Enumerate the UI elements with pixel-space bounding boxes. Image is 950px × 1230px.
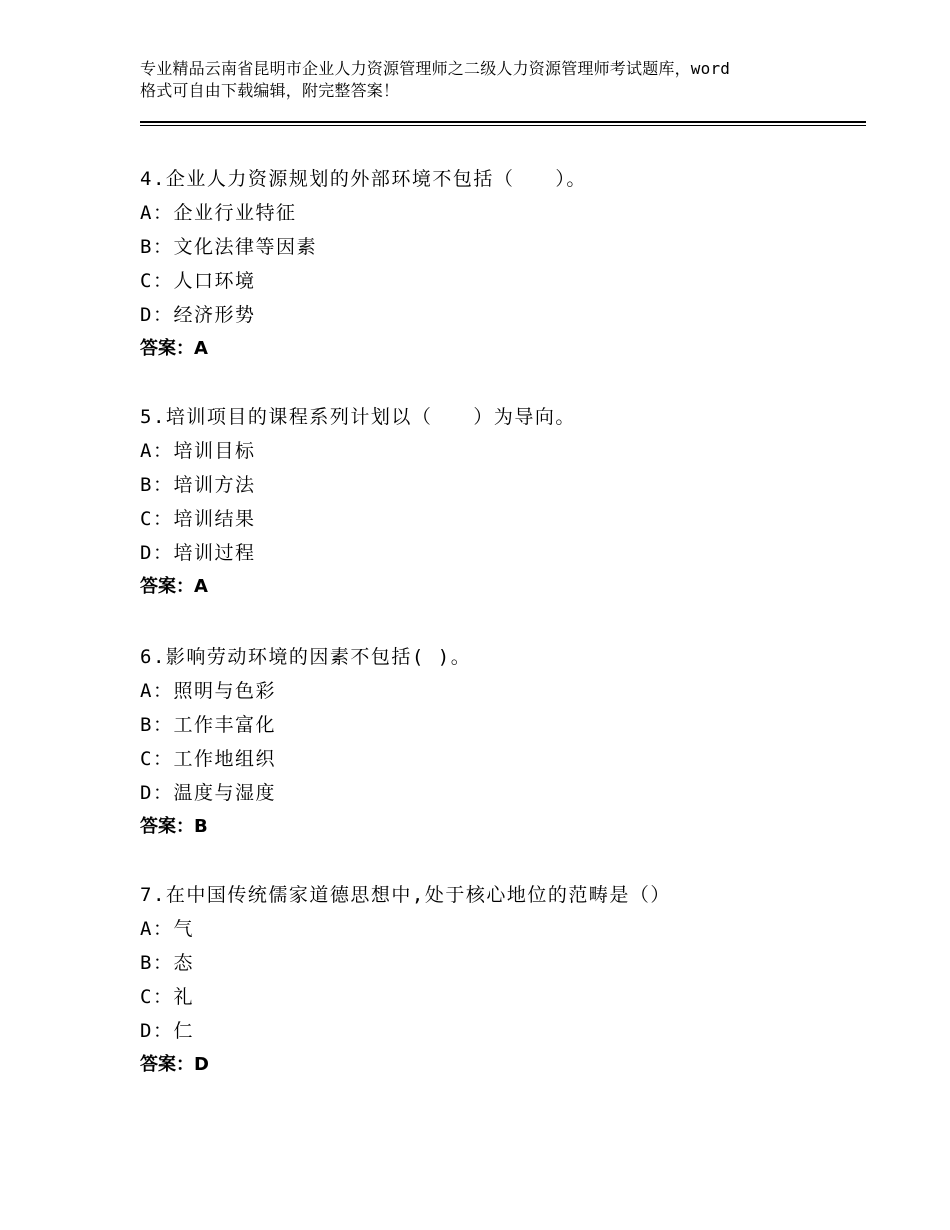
answer-label: 答案：B xyxy=(140,816,208,837)
question-4 xyxy=(140,162,860,366)
question-stem: 4.企业人力资源规划的外部环境不包括（ ）。 xyxy=(140,168,587,190)
option-d: D：温度与湿度 xyxy=(140,782,276,804)
question-6 xyxy=(140,640,860,844)
option-b: B：态 xyxy=(140,952,194,974)
question-stem: 5.培训项目的课程系列计划以（ ）为导向。 xyxy=(140,406,576,428)
option-d: D：仁 xyxy=(140,1020,194,1042)
option-d: D：培训过程 xyxy=(140,542,256,564)
question-stem: 7.在中国传统儒家道德思想中,处于核心地位的范畴是（） xyxy=(140,884,671,906)
option-d: D：经济形势 xyxy=(140,304,256,326)
question-7 xyxy=(140,878,860,1082)
answer-label: 答案：A xyxy=(140,576,208,597)
header-line-1: 专业精品云南省昆明市企业人力资源管理师之二级人力资源管理师考试题库，word xyxy=(140,59,731,78)
question-stem: 6.影响劳动环境的因素不包括( )。 xyxy=(140,646,472,668)
answer-label: 答案：A xyxy=(140,338,208,359)
option-a: A：气 xyxy=(140,918,194,940)
option-b: B：文化法律等因素 xyxy=(140,236,317,258)
option-a: A：培训目标 xyxy=(140,440,256,462)
answer-label: 答案：D xyxy=(140,1054,209,1075)
option-c: C：工作地组织 xyxy=(140,748,276,770)
document-header xyxy=(140,58,840,102)
option-c: C：礼 xyxy=(140,986,194,1008)
option-a: A：企业行业特征 xyxy=(140,202,297,224)
option-c: C：人口环境 xyxy=(140,270,256,292)
option-c: C：培训结果 xyxy=(140,508,256,530)
option-a: A：照明与色彩 xyxy=(140,680,276,702)
option-b: B：工作丰富化 xyxy=(140,714,276,736)
header-line-2: 格式可自由下载编辑，附完整答案！ xyxy=(140,81,400,100)
header-divider xyxy=(140,121,866,126)
option-b: B：培训方法 xyxy=(140,474,256,496)
question-5 xyxy=(140,400,860,604)
